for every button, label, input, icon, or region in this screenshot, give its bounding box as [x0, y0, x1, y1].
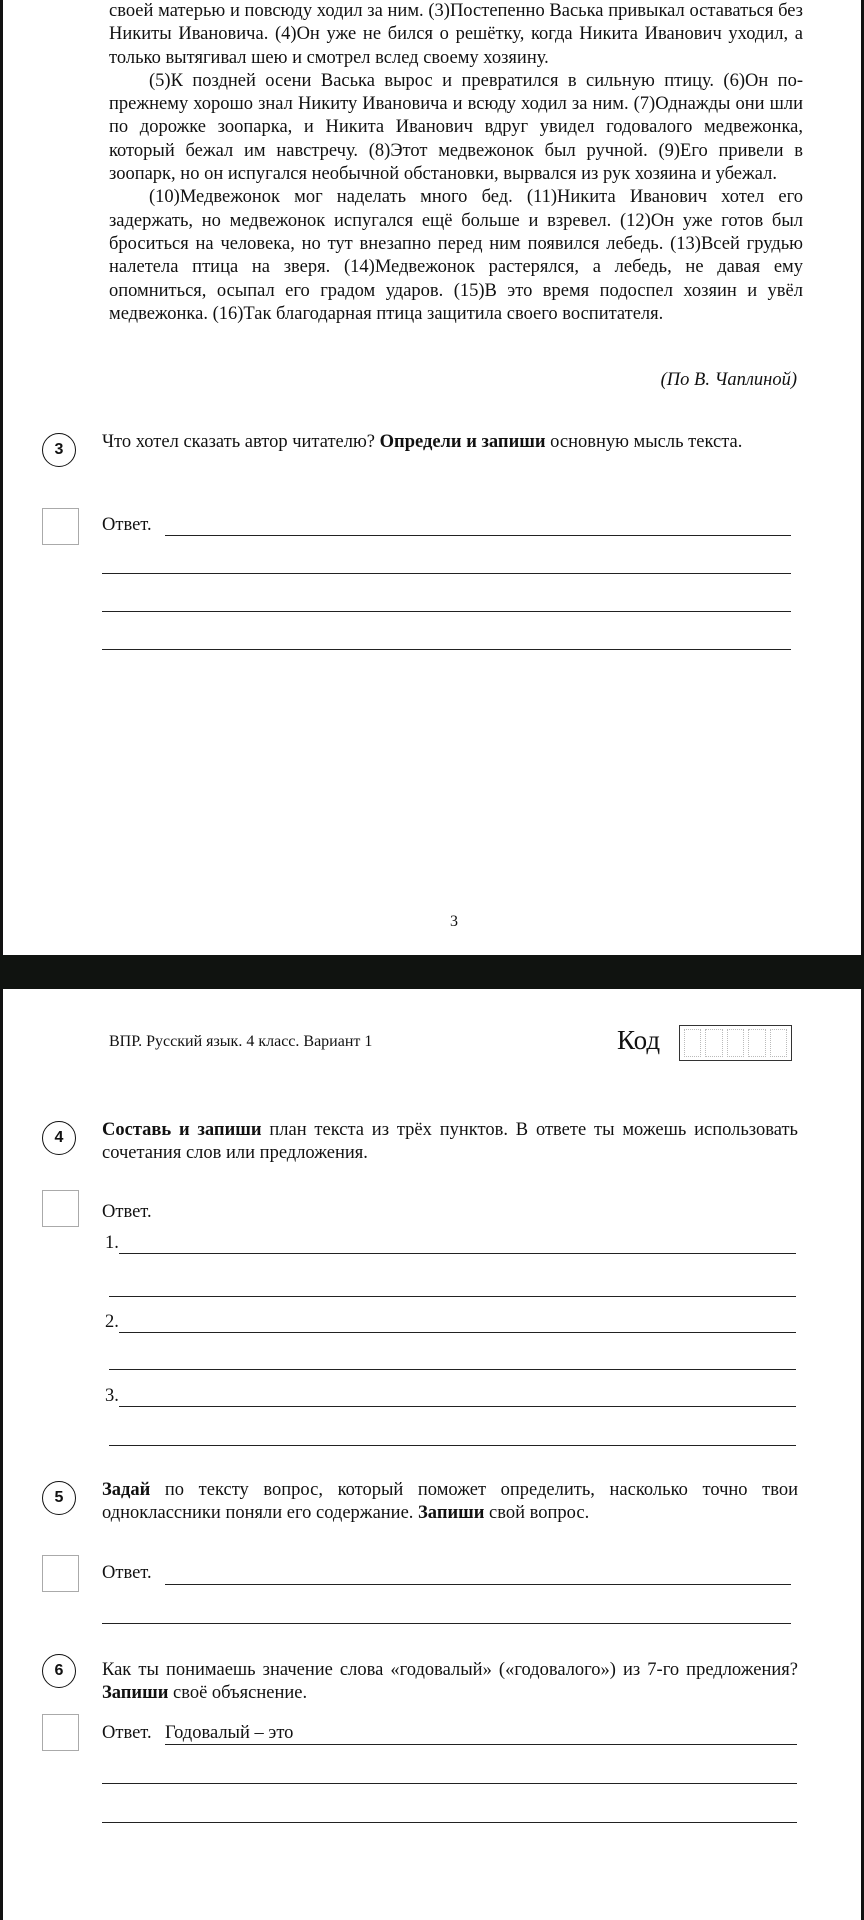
kod-cell: [748, 1029, 765, 1057]
answer-line-6[interactable]: [102, 1822, 797, 1823]
kod-cell: [770, 1029, 787, 1057]
passage: [109, 0, 803, 326]
plan-item-line[interactable]: [109, 1369, 796, 1370]
kod-input[interactable]: [679, 1025, 792, 1061]
question-text-bold: Определи и запиши: [379, 432, 546, 452]
kod-cell: [684, 1029, 701, 1057]
plan-item-1-label: 1.: [105, 1233, 119, 1253]
answer-prefill-6: Годовалый – это: [165, 1723, 294, 1743]
score-box-5[interactable]: [42, 1555, 79, 1592]
passage-paragraph: (10)Медвежонок мог наделать много бед. (11)Никита Иванович хотел его задержать, но медвежонок испугался ещё больше и взревел. (12)Он уже готов был броситься на человека, но тут внезапно перед ним появился лебедь. (13)Всей грудью налетела птица на зверя. (14)Медвежонок растерялся, а лебедь, не давая ему опомниться, осыпал его градом ударов. (15)В это время подоспел хозяин и увёл медвежонка. (16)Так благодарная птица защитила своего воспитателя.: [109, 187, 803, 324]
question-text-part: по тексту вопрос, который поможет определить, насколько точно твои одноклассники поняли его содержание.: [102, 1480, 798, 1523]
answer-line-6[interactable]: [102, 1783, 797, 1784]
question-5-text: [102, 1479, 798, 1525]
author-attribution: (По В. Чаплиной): [660, 370, 797, 390]
page-divider: [0, 955, 864, 989]
question-text-bold: Запиши: [418, 1503, 485, 1523]
question-text-bold: Составь и запиши: [102, 1120, 262, 1140]
plan-item-line[interactable]: [109, 1445, 796, 1446]
question-text-part: свой вопрос.: [484, 1503, 590, 1523]
plan-item-2-label: 2.: [105, 1312, 119, 1332]
question-text-bold: Запиши: [102, 1683, 169, 1703]
question-4-number: 4: [42, 1121, 76, 1155]
page-3: [0, 0, 864, 955]
question-3-number: 3: [42, 433, 76, 467]
plan-item-1-line[interactable]: [119, 1253, 796, 1254]
answer-line-3[interactable]: [102, 611, 791, 612]
passage-paragraph: (5)К поздней осени Васька вырос и превратился в сильную птицу. (6)Он по-прежнему хорошо знал Никиту Ивановича и всюду ходил за ним. (7)Однажды они шли по дорожке зоопарка, и Никита Иванович вдруг увидел годовалого медвежонка, который бежал им навстречу. (8)Этот медвежонок был ручной. (9)Его привели в зоопарк, но он испугался необычной обстановки, вырвался из рук хозяина и убежал.: [109, 70, 803, 185]
plan-item-3-label: 3.: [105, 1386, 119, 1406]
kod-label: Код: [617, 1025, 661, 1055]
answer-line-6[interactable]: [165, 1744, 797, 1745]
question-text-part: Что хотел сказать автор читателю?: [102, 432, 380, 452]
passage-paragraph: своей матерью и повсюду ходил за ним. (3)Постепенно Васька привыкал оставаться без Никиты Ивановича. (4)Он уже не бился о решётку, когда Никита Иванович уходил, а только вытягивал шею и смотрел вслед своему хозяину.: [109, 1, 803, 68]
plan-item-2-line[interactable]: [119, 1332, 796, 1333]
answer-line-3[interactable]: [165, 535, 791, 536]
score-box-4[interactable]: [42, 1190, 79, 1227]
question-6-text: [102, 1659, 798, 1705]
answer-label-5: Ответ.: [102, 1563, 152, 1583]
question-6-number: 6: [42, 1654, 76, 1688]
answer-label-4: Ответ.: [102, 1202, 152, 1222]
score-box-3[interactable]: [42, 508, 79, 545]
question-text-part: Как ты понимаешь значение слова «годовалый» («годовалого») из 7-го предложения?: [102, 1660, 798, 1680]
page-header: ВПР. Русский язык. 4 класс. Вариант 1: [109, 1033, 373, 1050]
plan-item-3-line[interactable]: [119, 1406, 796, 1407]
question-4-text: [102, 1119, 798, 1165]
answer-label-3: Ответ.: [102, 515, 152, 535]
question-text-part: основную мысль текста.: [545, 432, 743, 452]
answer-line-5[interactable]: [165, 1584, 791, 1585]
question-3-text: [102, 431, 798, 454]
score-box-6[interactable]: [42, 1714, 79, 1751]
kod-cell: [705, 1029, 722, 1057]
question-text-part: план текста из трёх пунктов. В ответе ты можешь использовать сочетания слов или предложения.: [102, 1120, 798, 1163]
kod-cell: [727, 1029, 744, 1057]
answer-line-5[interactable]: [102, 1623, 791, 1624]
plan-item-line[interactable]: [109, 1296, 796, 1297]
question-text-part: своё объяснение.: [168, 1683, 308, 1703]
page-4: [0, 989, 864, 1920]
answer-line-3[interactable]: [102, 649, 791, 650]
answer-label-6: Ответ.: [102, 1723, 152, 1743]
question-text-bold: Задай: [102, 1480, 151, 1500]
question-5-number: 5: [42, 1481, 76, 1515]
answer-line-3[interactable]: [102, 573, 791, 574]
page-number: 3: [450, 913, 458, 930]
